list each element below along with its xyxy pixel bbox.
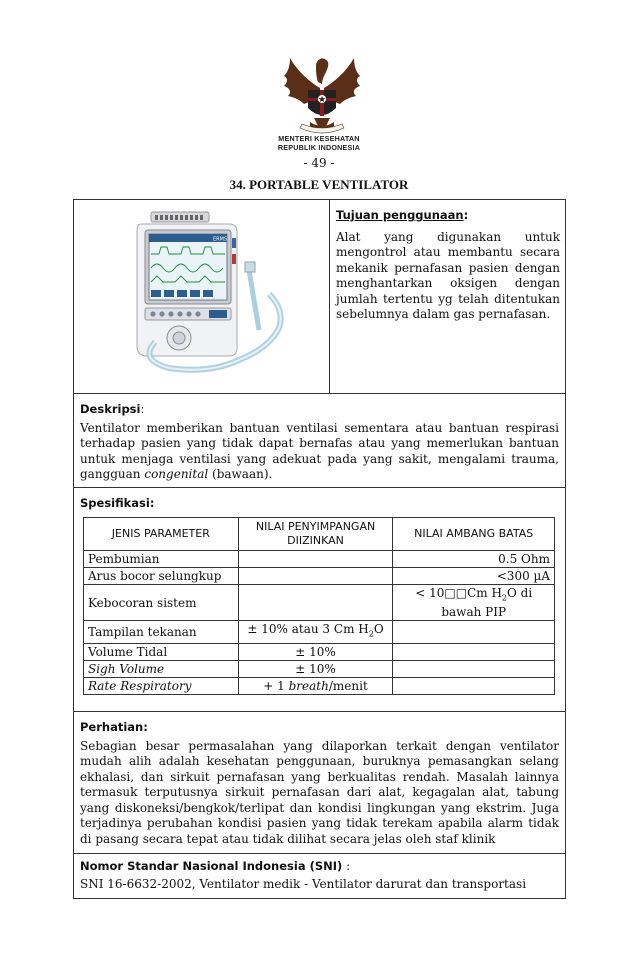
photo-purpose-row <box>74 200 565 394</box>
device-sheet-table <box>73 199 566 899</box>
header-parameter: JENIS PARAMETER <box>84 518 239 551</box>
page-number: - 49 - <box>303 156 335 170</box>
garuda-emblem-icon <box>276 52 368 138</box>
specifications-table <box>83 517 555 695</box>
table-row: Sigh Volume ± 10% <box>84 660 555 677</box>
ministry-caption <box>250 134 388 152</box>
sni-label: Nomor Standar Nasional Indonesia (SNI) <box>80 859 343 873</box>
sni-row: Nomor Standar Nasional Indonesia (SNI) : SNI 16-6632-2002, Ventilator medik - Ventilator darurat dan transportasi <box>74 854 565 898</box>
purpose-label: Tujuan penggunaan <box>336 208 464 222</box>
ministry-line1: MENTERI KESEHATAN <box>278 134 360 143</box>
table-header-row <box>84 518 555 551</box>
table-row: Arus bocor selungkup <300 µA <box>84 568 555 585</box>
table-row: Tampilan tekanan ± 10% atau 3 Cm $H_2O$ <box>84 621 555 643</box>
description-text: Ventilator memberikan bantuan ventilasi sementara atau bantuan respirasi terhadap pasien yang tidak dapat bernafas atau yang memerlukan bantuan untuk menjaga ventilasi yang adekuat pada yang sakit, mengalami trauma, gangguan congenital (bawaan). <box>80 420 559 481</box>
sni-text: SNI 16-6632-2002, Ventilator medik - Ventilator darurat dan transportasi <box>80 876 527 891</box>
description-label: Deskripsi <box>80 402 141 416</box>
portable-ventilator-photo <box>129 210 289 375</box>
ministry-line2: REPUBLIK INDONESIA <box>277 143 361 152</box>
leak-limit-cell: < 10□□Cm $H_2O$ di bawah PIP <box>393 585 555 621</box>
purpose-cell: Tujuan penggunaan: Alat yang digunakan untuk mengontrol atau membantu secara mekanik pernafasan pasien dengan menghantarkan oksigen dengan jumlah tertentu yg telah ditentukan sebelumnya dalam gas pernafasan. <box>336 208 560 321</box>
header-deviation: NILAI PENYIMPANGAN DIIZINKAN <box>238 518 393 551</box>
table-row: Volume Tidal ± 10% <box>84 643 555 660</box>
table-row: Pembumian 0.5 Ohm <box>84 551 555 568</box>
table-row: Rate Respiratory + 1 breath/menit <box>84 677 555 694</box>
warning-label: Perhatian: <box>80 720 148 734</box>
specifications-row <box>74 488 565 712</box>
document-title: 34. PORTABLE VENTILATOR <box>229 177 409 192</box>
table-row: Kebocoran sistem < 10□□Cm $H_2O$ di bawah PIP <box>84 585 555 621</box>
description-row: Deskripsi: Ventilator memberikan bantuan ventilasi sementara atau bantuan respirasi terhadap pasien yang tidak dapat bernafas atau yang memerlukan bantuan untuk menjaga ventilasi yang adekuat pada yang sakit, mengalami trauma, gangguan congenital (bawaan). <box>74 394 565 488</box>
header-limit: NILAI AMBANG BATAS <box>393 518 555 551</box>
photo-cell <box>74 200 330 393</box>
purpose-text: Alat yang digunakan untuk mengontrol atau membantu secara mekanik pernafasan pasien dengan menghantarkan oksigen dengan jumlah tertentu yg telah ditentukan sebelumnya dalam gas pernafasan. <box>336 229 560 321</box>
warning-text: Sebagian besar permasalahan yang dilaporkan terkait dengan ventilator mudah alih adalah kesehatan penggunaan, buruknya pemasangkan selang ekhalasi, dan sirkuit pernafasan yang berkualitas rendah. Masalah lainnya termasuk terputusnya sirkuit pernafasan dari alat, kegagalan alat, tabung yang diskoneksi/bengkok/terlipat dan kondisi lingkungan yang ekstrim. Juga terjadinya perubahan kondisi pasien yang tidak terekam apabila alarm tidak di pasang secara tepat atau tidak dilihat secara jelas oleh staf klinik <box>80 738 559 846</box>
specifications-label: Spesifikasi: <box>80 496 155 510</box>
warning-row <box>74 712 565 854</box>
screen-brand: ERMS <box>213 236 228 243</box>
